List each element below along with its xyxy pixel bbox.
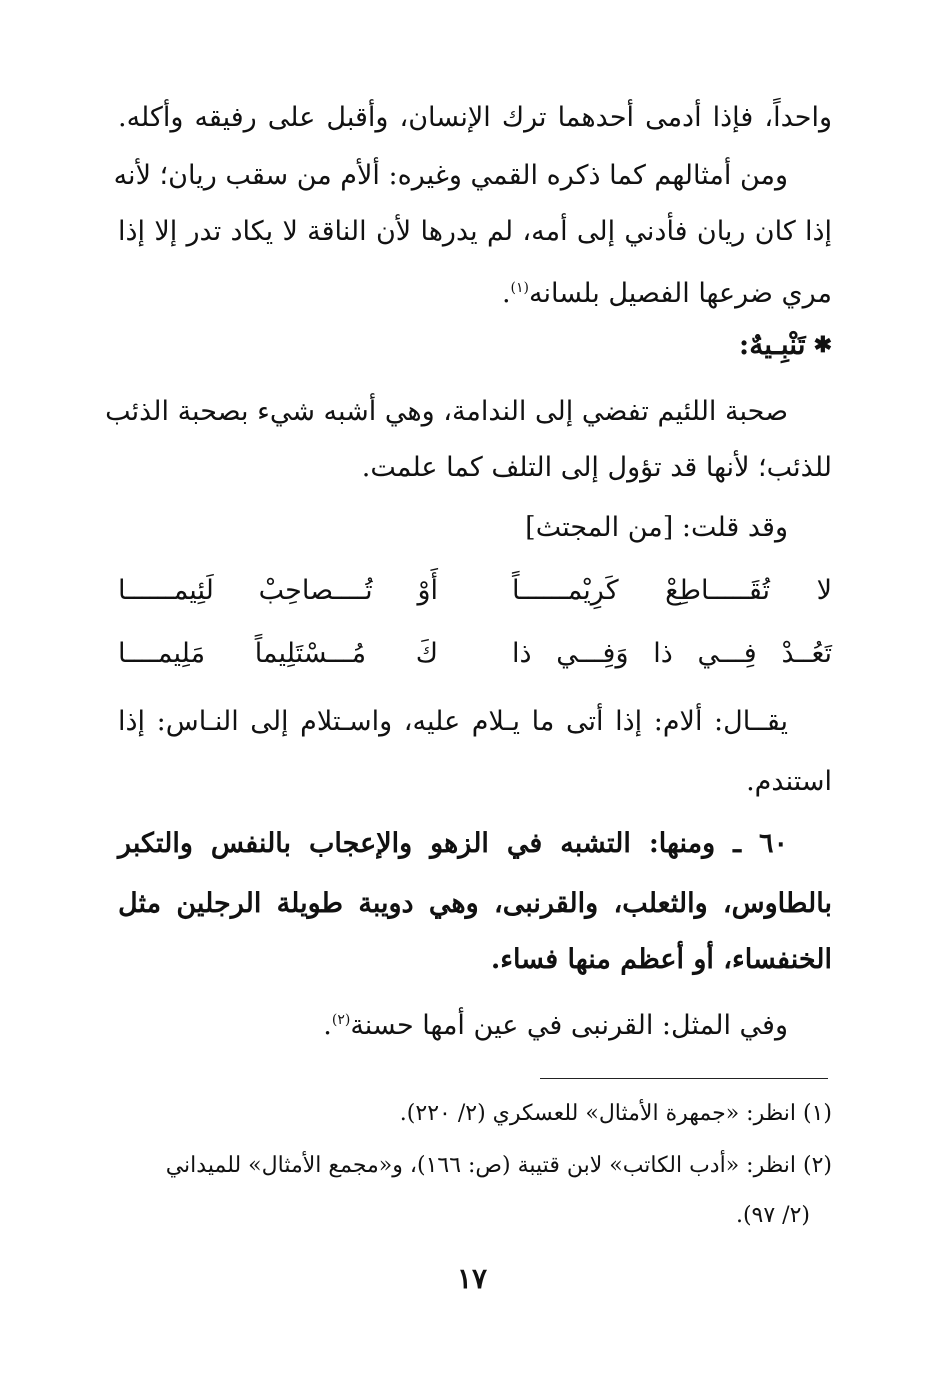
paragraph-line	[118, 1000, 832, 1046]
paragraph-line: للذئب؛ لأنها قد تؤول إلى التلف كما علمت.	[361, 452, 832, 483]
text-run: مري ضرعها الفصيل بلسانه	[529, 278, 832, 309]
text-run: .	[323, 1010, 332, 1041]
text-run: .	[501, 278, 511, 309]
verse-hemistich: تَعُــدْ فِـــي ذا وَفِـــي ذا	[512, 638, 832, 669]
paragraph-line: واحداً، فإذا أدمى أحدهما ترك الإنسان، وأقبل على رفيقه وأكله.	[118, 102, 832, 133]
footnote: (٢) انظر: «أدب الكاتب» لابن قتيبة (ص: ١٦٦)، و«مجمع الأمثال» للميداني	[165, 1153, 832, 1178]
footnote-ref: (٢)	[331, 1012, 351, 1028]
section-heading	[739, 328, 832, 361]
heading-text: تَنْبِـيهٌ:	[738, 328, 806, 361]
footnote: (٢/ ٩٧).	[735, 1203, 810, 1228]
text-run: وفي المثل: القرنبى في عين أمها حسنة	[350, 1010, 788, 1041]
footnote-divider	[540, 1078, 828, 1079]
paragraph-line: صحبة اللئيم تفضي إلى الندامة، وهي أشبه شيء بصحبة الذئب	[105, 396, 788, 427]
paragraph-line: بالطاوس، والثعلب، والقرنبى، وهي دويبة طويلة الرجلين مثل	[118, 888, 832, 919]
star-icon: ✱	[813, 332, 832, 358]
paragraph-line: ومن أمثالهم كما ذكره القمي وغيره: ألأم من سقب ريان؛ لأنه	[113, 160, 788, 191]
page-number: ١٧	[456, 1262, 488, 1295]
paragraph-line: وقد قلت: [من المجتث]	[525, 512, 788, 543]
paragraph-line: ٦٠ ـ ومنها: التشبه في الزهو والإعجاب بالنفس والتكبر	[118, 828, 788, 859]
verse-hemistich: كَ مُـــسْتَلِيماً مَلِيمــــا	[118, 638, 438, 669]
paragraph-line: استندم.	[746, 766, 832, 797]
verse-hemistich: أَوْ تُــــصاحِبْ لَئِيمــــــا	[118, 575, 438, 606]
paragraph-line: الخنفساء، أو أعظم منها فساء.	[490, 944, 832, 975]
paragraph-line	[118, 268, 832, 314]
verse-hemistich: لا تُقَـــــاطِعْ كَرِيْمــــــاً	[512, 575, 832, 606]
paragraph-line: إذا كان ريان فأدني إلى أمه، لم يدرها لأن الناقة لا يكاد تدر إلا إذا	[118, 216, 832, 247]
paragraph-line: يقــال: ألام: إذا أتى ما يـلام عليه، واسـتلام إلى النـاس: إذا	[118, 706, 788, 737]
footnote-ref: (١)	[510, 280, 529, 296]
footnote: (١) انظر: «جمهرة الأمثال» للعسكري (٢/ ٢٢٠).	[399, 1101, 832, 1126]
